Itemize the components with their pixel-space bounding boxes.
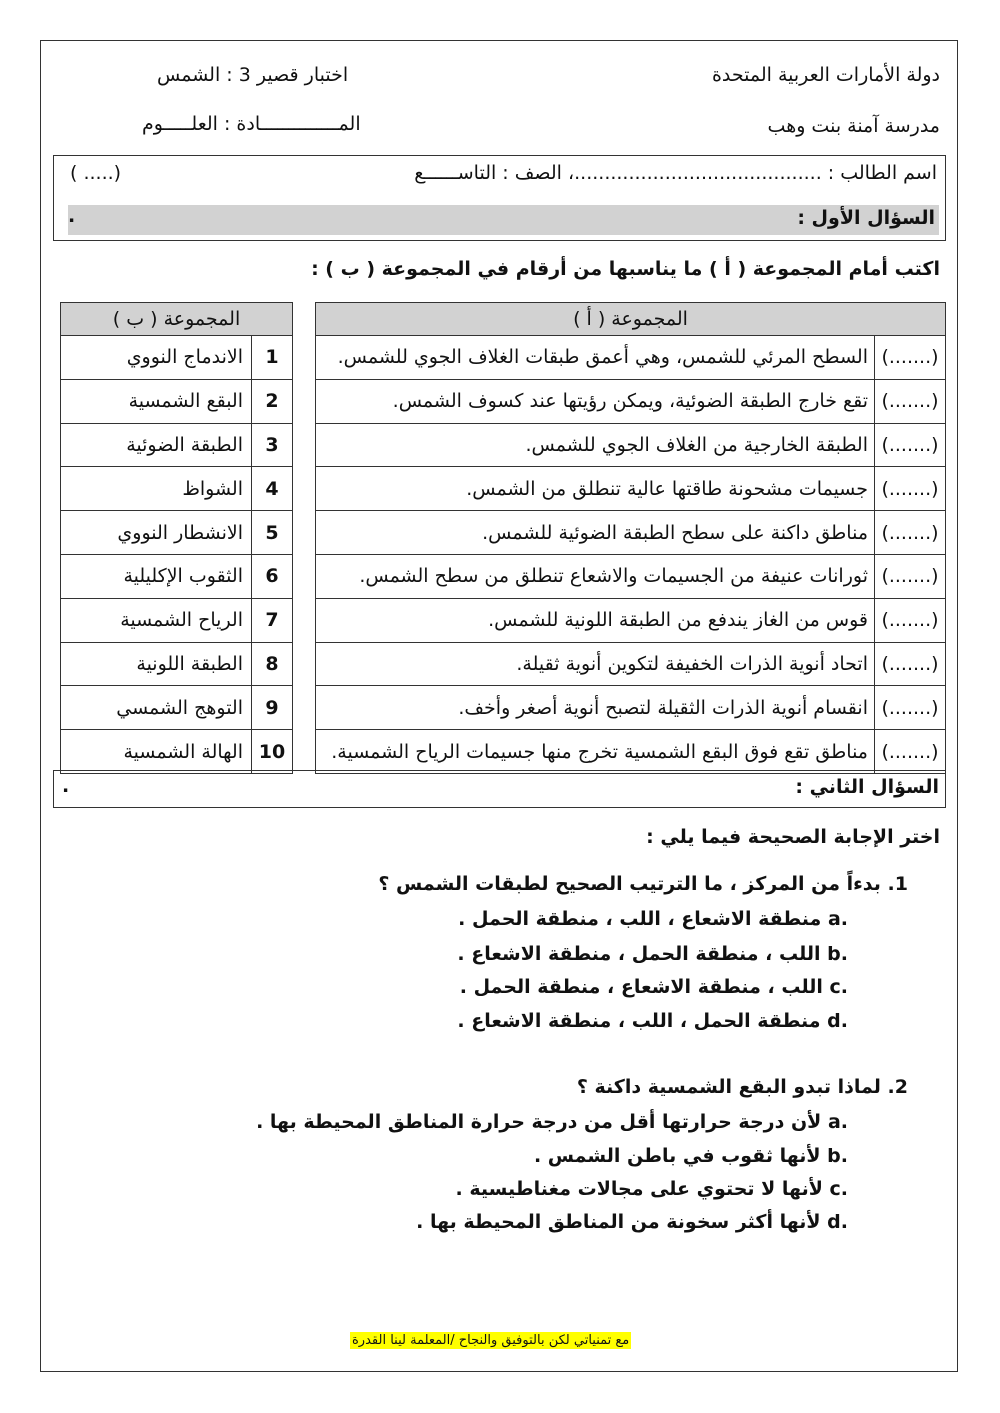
answer-blank[interactable]: (.......) bbox=[875, 379, 946, 423]
mcq-option[interactable] bbox=[456, 1178, 848, 1200]
student-line-text: اسم الطالب : .........................................، الصف : التاســــــع bbox=[414, 162, 937, 184]
group-b-row bbox=[61, 423, 293, 467]
mcq-option[interactable] bbox=[416, 1211, 848, 1233]
option-letter: d. bbox=[827, 1211, 848, 1233]
option-text: منطقة الحمل ، اللب ، منطقة الاشعاع . bbox=[457, 1010, 821, 1032]
group-a-description: مناطق تقع فوق البقع الشمسية تخرج منها جسيمات الرياح الشمسية. bbox=[316, 730, 875, 774]
option-letter: d. bbox=[827, 1010, 848, 1032]
student-info-box bbox=[53, 155, 946, 241]
q1-title: السؤال الأول : bbox=[797, 207, 935, 229]
q1-instruction: اكتب أمام المجموعة ( أ ) ما يناسبها من أرقام في المجموعة ( ب ) : bbox=[311, 258, 940, 280]
group-a-description: جسيمات مشحونة طاقتها عالية تنطلق من الشمس. bbox=[316, 467, 875, 511]
group-b-row bbox=[61, 598, 293, 642]
country-name: دولة الأمارات العربية المتحدة bbox=[711, 64, 940, 86]
mcq-question-number: .1 bbox=[887, 873, 908, 895]
mcq-question-1 bbox=[378, 873, 908, 895]
group-b-term: الشواظ bbox=[61, 467, 252, 511]
group-a-description: مناطق داكنة على سطح الطبقة الضوئية للشمس. bbox=[316, 511, 875, 555]
group-a-row bbox=[316, 379, 946, 423]
option-text: لأنها أكثر سخونة من المناطق المحيطة بها . bbox=[416, 1211, 821, 1233]
group-b-term: الانشطار النووي bbox=[61, 511, 252, 555]
group-b-number: 10 bbox=[252, 730, 293, 774]
group-a-row bbox=[316, 730, 946, 774]
group-b-row bbox=[61, 336, 293, 380]
class-section-blank[interactable]: ( .....) bbox=[70, 162, 122, 184]
school-name: مدرسة آمنة بنت وهب bbox=[767, 115, 940, 137]
group-b-number: 6 bbox=[252, 554, 293, 598]
group-b-term: الاندماج النووي bbox=[61, 336, 252, 380]
group-a-header: المجموعة ( أ ) bbox=[316, 303, 946, 336]
group-b-row bbox=[61, 379, 293, 423]
q2-title-box bbox=[53, 770, 946, 808]
group-b-term: الرياح الشمسية bbox=[61, 598, 252, 642]
group-a-row bbox=[316, 554, 946, 598]
group-b-number: 2 bbox=[252, 379, 293, 423]
answer-blank[interactable]: (.......) bbox=[875, 336, 946, 380]
answer-blank[interactable]: (.......) bbox=[875, 598, 946, 642]
group-b-row bbox=[61, 730, 293, 774]
q2-instruction: اختر الإجابة الصحيحة فيما يلي : bbox=[646, 826, 940, 848]
mcq-option[interactable] bbox=[457, 943, 848, 965]
group-a-table bbox=[315, 302, 946, 774]
option-text: اللب ، منطقة الاشعاع ، منطقة الحمل . bbox=[459, 976, 823, 998]
group-b-table bbox=[60, 302, 293, 774]
group-b-header: المجموعة ( ب ) bbox=[61, 303, 293, 336]
mcq-question-text: بدءاً من المركز ، ما الترتيب الصحيح لطبقات الشمس ؟ bbox=[378, 873, 881, 895]
group-a-row bbox=[316, 336, 946, 380]
group-a-row bbox=[316, 598, 946, 642]
option-text: لأنها لا تحتوي على مجالات مغناطيسية . bbox=[455, 1178, 823, 1200]
group-b-number: 1 bbox=[252, 336, 293, 380]
mcq-option[interactable] bbox=[256, 1111, 848, 1133]
option-text: لأن درجة حرارتها أقل من درجة حرارة المناطق المحيطة بها . bbox=[256, 1111, 822, 1133]
group-b-term: الهالة الشمسية bbox=[61, 730, 252, 774]
mcq-option[interactable] bbox=[458, 908, 848, 930]
mcq-question-text: لماذا تبدو البقع الشمسية داكنة ؟ bbox=[576, 1076, 881, 1098]
group-b-term: الطبقة اللونية bbox=[61, 642, 252, 686]
group-b-number: 4 bbox=[252, 467, 293, 511]
group-a-description: السطح المرئي للشمس، وهي أعمق طبقات الغلاف الجوي للشمس. bbox=[316, 336, 875, 380]
option-letter: a. bbox=[827, 908, 848, 930]
group-b-number: 7 bbox=[252, 598, 293, 642]
mcq-option[interactable] bbox=[457, 1010, 848, 1032]
subject-name: المــــــــــــــادة : العلـــــوم bbox=[142, 113, 361, 135]
answer-blank[interactable]: (.......) bbox=[875, 730, 946, 774]
group-a-row bbox=[316, 511, 946, 555]
option-text: لأنها ثقوب في باطن الشمس . bbox=[533, 1145, 821, 1167]
answer-blank[interactable]: (.......) bbox=[875, 467, 946, 511]
option-text: اللب ، منطقة الحمل ، منطقة الاشعاع . bbox=[457, 943, 821, 965]
group-a-row bbox=[316, 467, 946, 511]
answer-blank[interactable]: (.......) bbox=[875, 423, 946, 467]
group-b-term: التوهج الشمسي bbox=[61, 686, 252, 730]
q2-dot: . bbox=[62, 775, 70, 797]
option-letter: c. bbox=[829, 976, 848, 998]
group-b-row bbox=[61, 511, 293, 555]
answer-blank[interactable]: (.......) bbox=[875, 511, 946, 555]
group-a-description: قوس من الغاز يندفع من الطبقة اللونية للشمس. bbox=[316, 598, 875, 642]
group-b-term: البقع الشمسية bbox=[61, 379, 252, 423]
mcq-question-number: .2 bbox=[887, 1076, 908, 1098]
footer-note: مع تمنياتي لكن بالتوفيق والنجاح /المعلمة لينا القدرة bbox=[352, 1333, 630, 1348]
student-name-field[interactable] bbox=[414, 162, 937, 184]
group-a-description: ثورانات عنيفة من الجسيمات والاشعاع تنطلق من سطح الشمس. bbox=[316, 554, 875, 598]
group-b-number: 9 bbox=[252, 686, 293, 730]
mcq-question-2 bbox=[577, 1076, 908, 1098]
group-b-row bbox=[61, 686, 293, 730]
mcq-option[interactable] bbox=[460, 976, 848, 998]
group-b-number: 8 bbox=[252, 642, 293, 686]
group-b-number: 5 bbox=[252, 511, 293, 555]
answer-blank[interactable]: (.......) bbox=[875, 554, 946, 598]
option-letter: c. bbox=[829, 1178, 848, 1200]
answer-blank[interactable]: (.......) bbox=[875, 686, 946, 730]
option-letter: a. bbox=[827, 1111, 848, 1133]
group-a-description: تقع خارج الطبقة الضوئية، ويمكن رؤيتها عند كسوف الشمس. bbox=[316, 379, 875, 423]
group-b-term: الثقوب الإكليلية bbox=[61, 554, 252, 598]
q2-title: السؤال الثاني : bbox=[795, 776, 939, 798]
quiz-title: اختبار قصير 3 : الشمس bbox=[157, 64, 349, 86]
group-a-description: اتحاد أنوية الذرات الخفيفة لتكوين أنوية ثقيلة. bbox=[316, 642, 875, 686]
mcq-option[interactable] bbox=[534, 1145, 848, 1167]
group-a-row bbox=[316, 686, 946, 730]
q1-title-bar bbox=[68, 205, 939, 235]
answer-blank[interactable]: (.......) bbox=[875, 642, 946, 686]
q1-dot: . bbox=[68, 205, 76, 227]
group-a-row bbox=[316, 423, 946, 467]
group-a-description: انقسام أنوية الذرات الثقيلة لتصبح أنوية أصغر وأخف. bbox=[316, 686, 875, 730]
group-b-row bbox=[61, 467, 293, 511]
group-b-term: الطبقة الضوئية bbox=[61, 423, 252, 467]
option-text: منطقة الاشعاع ، اللب ، منطقة الحمل . bbox=[458, 908, 822, 930]
group-b-row bbox=[61, 642, 293, 686]
group-b-number: 3 bbox=[252, 423, 293, 467]
group-a-row bbox=[316, 642, 946, 686]
option-letter: b. bbox=[827, 1145, 848, 1167]
group-b-row bbox=[61, 554, 293, 598]
group-a-description: الطبقة الخارجية من الغلاف الجوي للشمس. bbox=[316, 423, 875, 467]
option-letter: b. bbox=[827, 943, 848, 965]
